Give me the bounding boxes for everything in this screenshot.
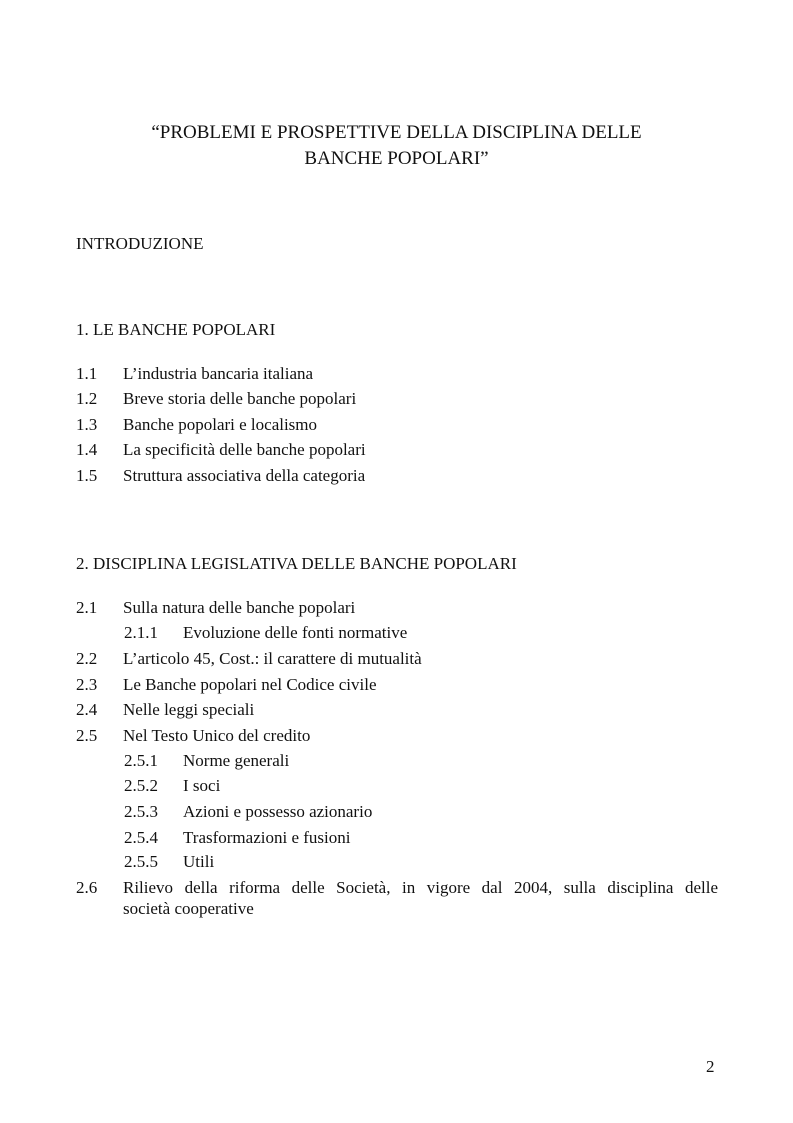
toc-entry-number: 2.5 [76, 726, 98, 745]
toc-entry-number: 2.5.5 [124, 852, 158, 871]
chapter-2-heading: 2. DISCIPLINA LEGISLATIVA DELLE BANCHE POPOLARI [76, 554, 517, 573]
toc-entry-title: I soci [183, 776, 221, 795]
toc-entry-number: 2.5.4 [124, 828, 158, 847]
toc-entry-title: L’industria bancaria italiana [123, 364, 314, 383]
toc-entry-number: 2.5.3 [124, 802, 158, 821]
toc-entry-title: Struttura associativa della categoria [123, 466, 366, 485]
toc-entry-title: Banche popolari e localismo [123, 415, 318, 434]
toc-entry-title: Utili [183, 852, 215, 871]
toc-entry-title: L’articolo 45, Cost.: il carattere di mutualità [123, 649, 422, 668]
toc-entry-number: 1.3 [76, 415, 98, 434]
toc-entry-title: Le Banche popolari nel Codice civile [123, 675, 377, 694]
toc-entry-number: 2.5.2 [124, 776, 158, 795]
toc-entry-title: Azioni e possesso azionario [183, 802, 373, 821]
document-title-line-1: “PROBLEMI E PROSPETTIVE DELLA DISCIPLINA DELLE [151, 122, 642, 143]
toc-entry-title-line-2: società cooperative [123, 899, 254, 918]
toc-entry-title: Nelle leggi speciali [123, 700, 255, 719]
toc-entry-number: 2.3 [76, 675, 98, 694]
toc-entry-number: 2.1.1 [124, 623, 158, 642]
toc-entry-title: Evoluzione delle fonti normative [183, 623, 408, 642]
toc-entry-title: Norme generali [183, 751, 290, 770]
toc-entry-number: 2.4 [76, 700, 98, 719]
toc-entry-title: Breve storia delle banche popolari [123, 389, 357, 408]
toc-entry-number: 1.1 [76, 364, 98, 383]
toc-entry-title: La specificità delle banche popolari [123, 440, 366, 459]
toc-entry-number: 1.4 [76, 440, 98, 459]
document-title-line-2: BANCHE POPOLARI” [304, 148, 489, 169]
toc-entry-title-line-1: Rilievo della riforma delle Società, in vigore dal 2004, sulla disciplina delle [123, 878, 718, 897]
toc-entry-number: 2.6 [76, 878, 98, 897]
chapter-1-heading: 1. LE BANCHE POPOLARI [76, 320, 276, 339]
toc-entry-number: 2.1 [76, 598, 98, 617]
toc-entry-title: Trasformazioni e fusioni [183, 828, 351, 847]
introduction-heading: INTRODUZIONE [76, 234, 204, 253]
page-number: 2 [706, 1057, 715, 1076]
toc-entry-number: 1.5 [76, 466, 98, 485]
toc-entry-number: 2.2 [76, 649, 98, 668]
toc-entry-title: Sulla natura delle banche popolari [123, 598, 356, 617]
toc-entry-title: Nel Testo Unico del credito [123, 726, 311, 745]
toc-entry-number: 1.2 [76, 389, 98, 408]
toc-entry-number: 2.5.1 [124, 751, 158, 770]
